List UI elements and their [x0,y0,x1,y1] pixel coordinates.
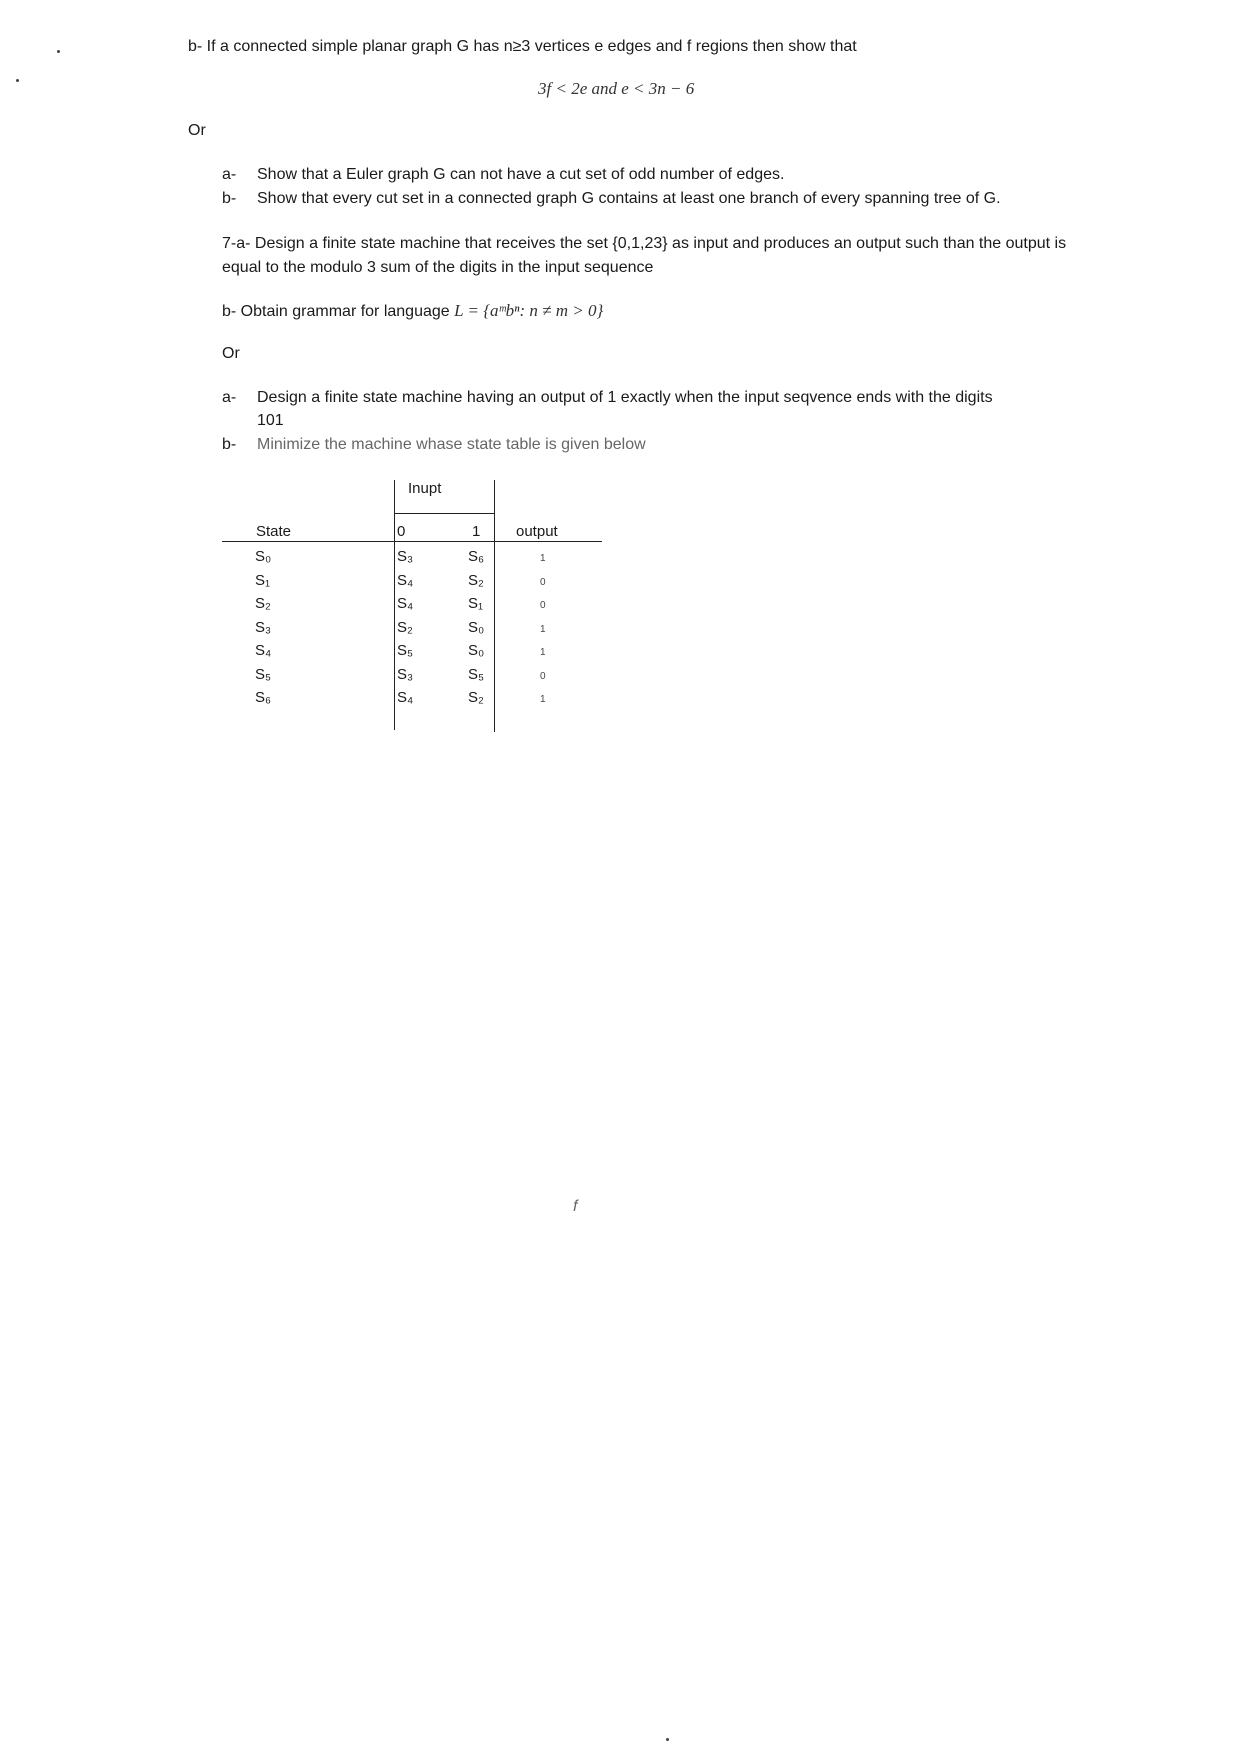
q7-alt-a-continuation: 101 [257,412,284,429]
or-separator-2: Or [222,345,240,362]
planar-inequality-formula: 3f < 2e and e < 3n − 6 [538,79,695,98]
row-next-on-1: S₂ [468,689,484,706]
input-0-header: 0 [397,523,406,540]
or-separator-1: Or [188,122,206,139]
row-next-on-1: S₆ [468,548,485,565]
row-next-on-1: S₀ [468,618,485,636]
q6-alt-a [222,166,784,184]
language-formula: L = {aᵐbⁿ: n ≠ m > 0} [454,301,604,320]
row-state: S₄ [255,642,272,659]
row-output: 1 [540,694,546,705]
table-rule [394,513,494,514]
list-text: Design a finite state machine having an output of 1 exactly when the input seqvence ends with the digits [257,389,993,406]
question-7b [222,301,603,321]
row-next-on-0: S₂ [397,618,413,636]
row-state: S₅ [255,665,272,683]
row-output: 0 [540,600,546,611]
list-label: a- [222,389,237,406]
question-6b-text: b- If a connected simple planar graph G has n≥3 vertices e edges and f regions then show that [188,38,857,55]
list-label: b- [222,436,237,453]
question-7b-text: b- Obtain grammar for language [222,303,455,320]
list-label: a- [222,166,237,183]
row-state: S₆ [255,689,272,706]
row-next-on-1: S₂ [468,571,484,589]
row-state: S₀ [255,548,272,565]
row-state: S₃ [255,618,272,636]
row-output: 1 [540,553,546,564]
row-next-on-1: S₅ [468,665,485,683]
list-label: b- [222,190,237,207]
row-next-on-1: S₀ [468,642,485,659]
input-1-header: 1 [472,523,481,540]
input-header: Inupt [408,480,442,497]
row-next-on-0: S₃ [397,665,414,683]
scan-dot [16,79,19,82]
question-7a-text: 7-a- Design a finite state machine that receives the set {0,1,23} as input and produces an output such than the output is equal to the modulo 3 sum of the digits in the input sequence [222,235,1067,276]
table-rule [394,480,395,730]
row-next-on-0: S₄ [397,595,414,612]
list-text: Minimize the machine whase state table is given below [257,436,646,453]
scan-dot [57,50,60,53]
row-output: 0 [540,576,546,588]
row-next-on-0: S₄ [397,689,414,706]
list-text: Show that a Euler graph G can not have a cut set of odd number of edges. [257,166,785,183]
q7-alt-b [222,436,646,454]
row-state: S₂ [255,595,271,612]
row-output: 1 [540,623,546,635]
row-output: 0 [540,670,546,682]
row-next-on-1: S₁ [468,595,484,612]
row-state: S₁ [255,571,271,589]
scan-dot [666,1738,669,1741]
q7-alt-a [222,389,993,407]
q6-alt-b [222,190,1001,208]
row-next-on-0: S₄ [397,571,414,589]
page-mark: f [573,1198,578,1215]
state-header: State [256,523,292,540]
list-text: Show that every cut set in a connected graph G contains at least one branch of every spanning tree of G. [257,190,1001,207]
row-next-on-0: S₃ [397,548,414,565]
row-output: 1 [540,647,546,658]
table-rule [494,480,495,732]
row-next-on-0: S₅ [397,642,414,659]
output-header: output [516,523,558,540]
table-rule [222,541,602,542]
